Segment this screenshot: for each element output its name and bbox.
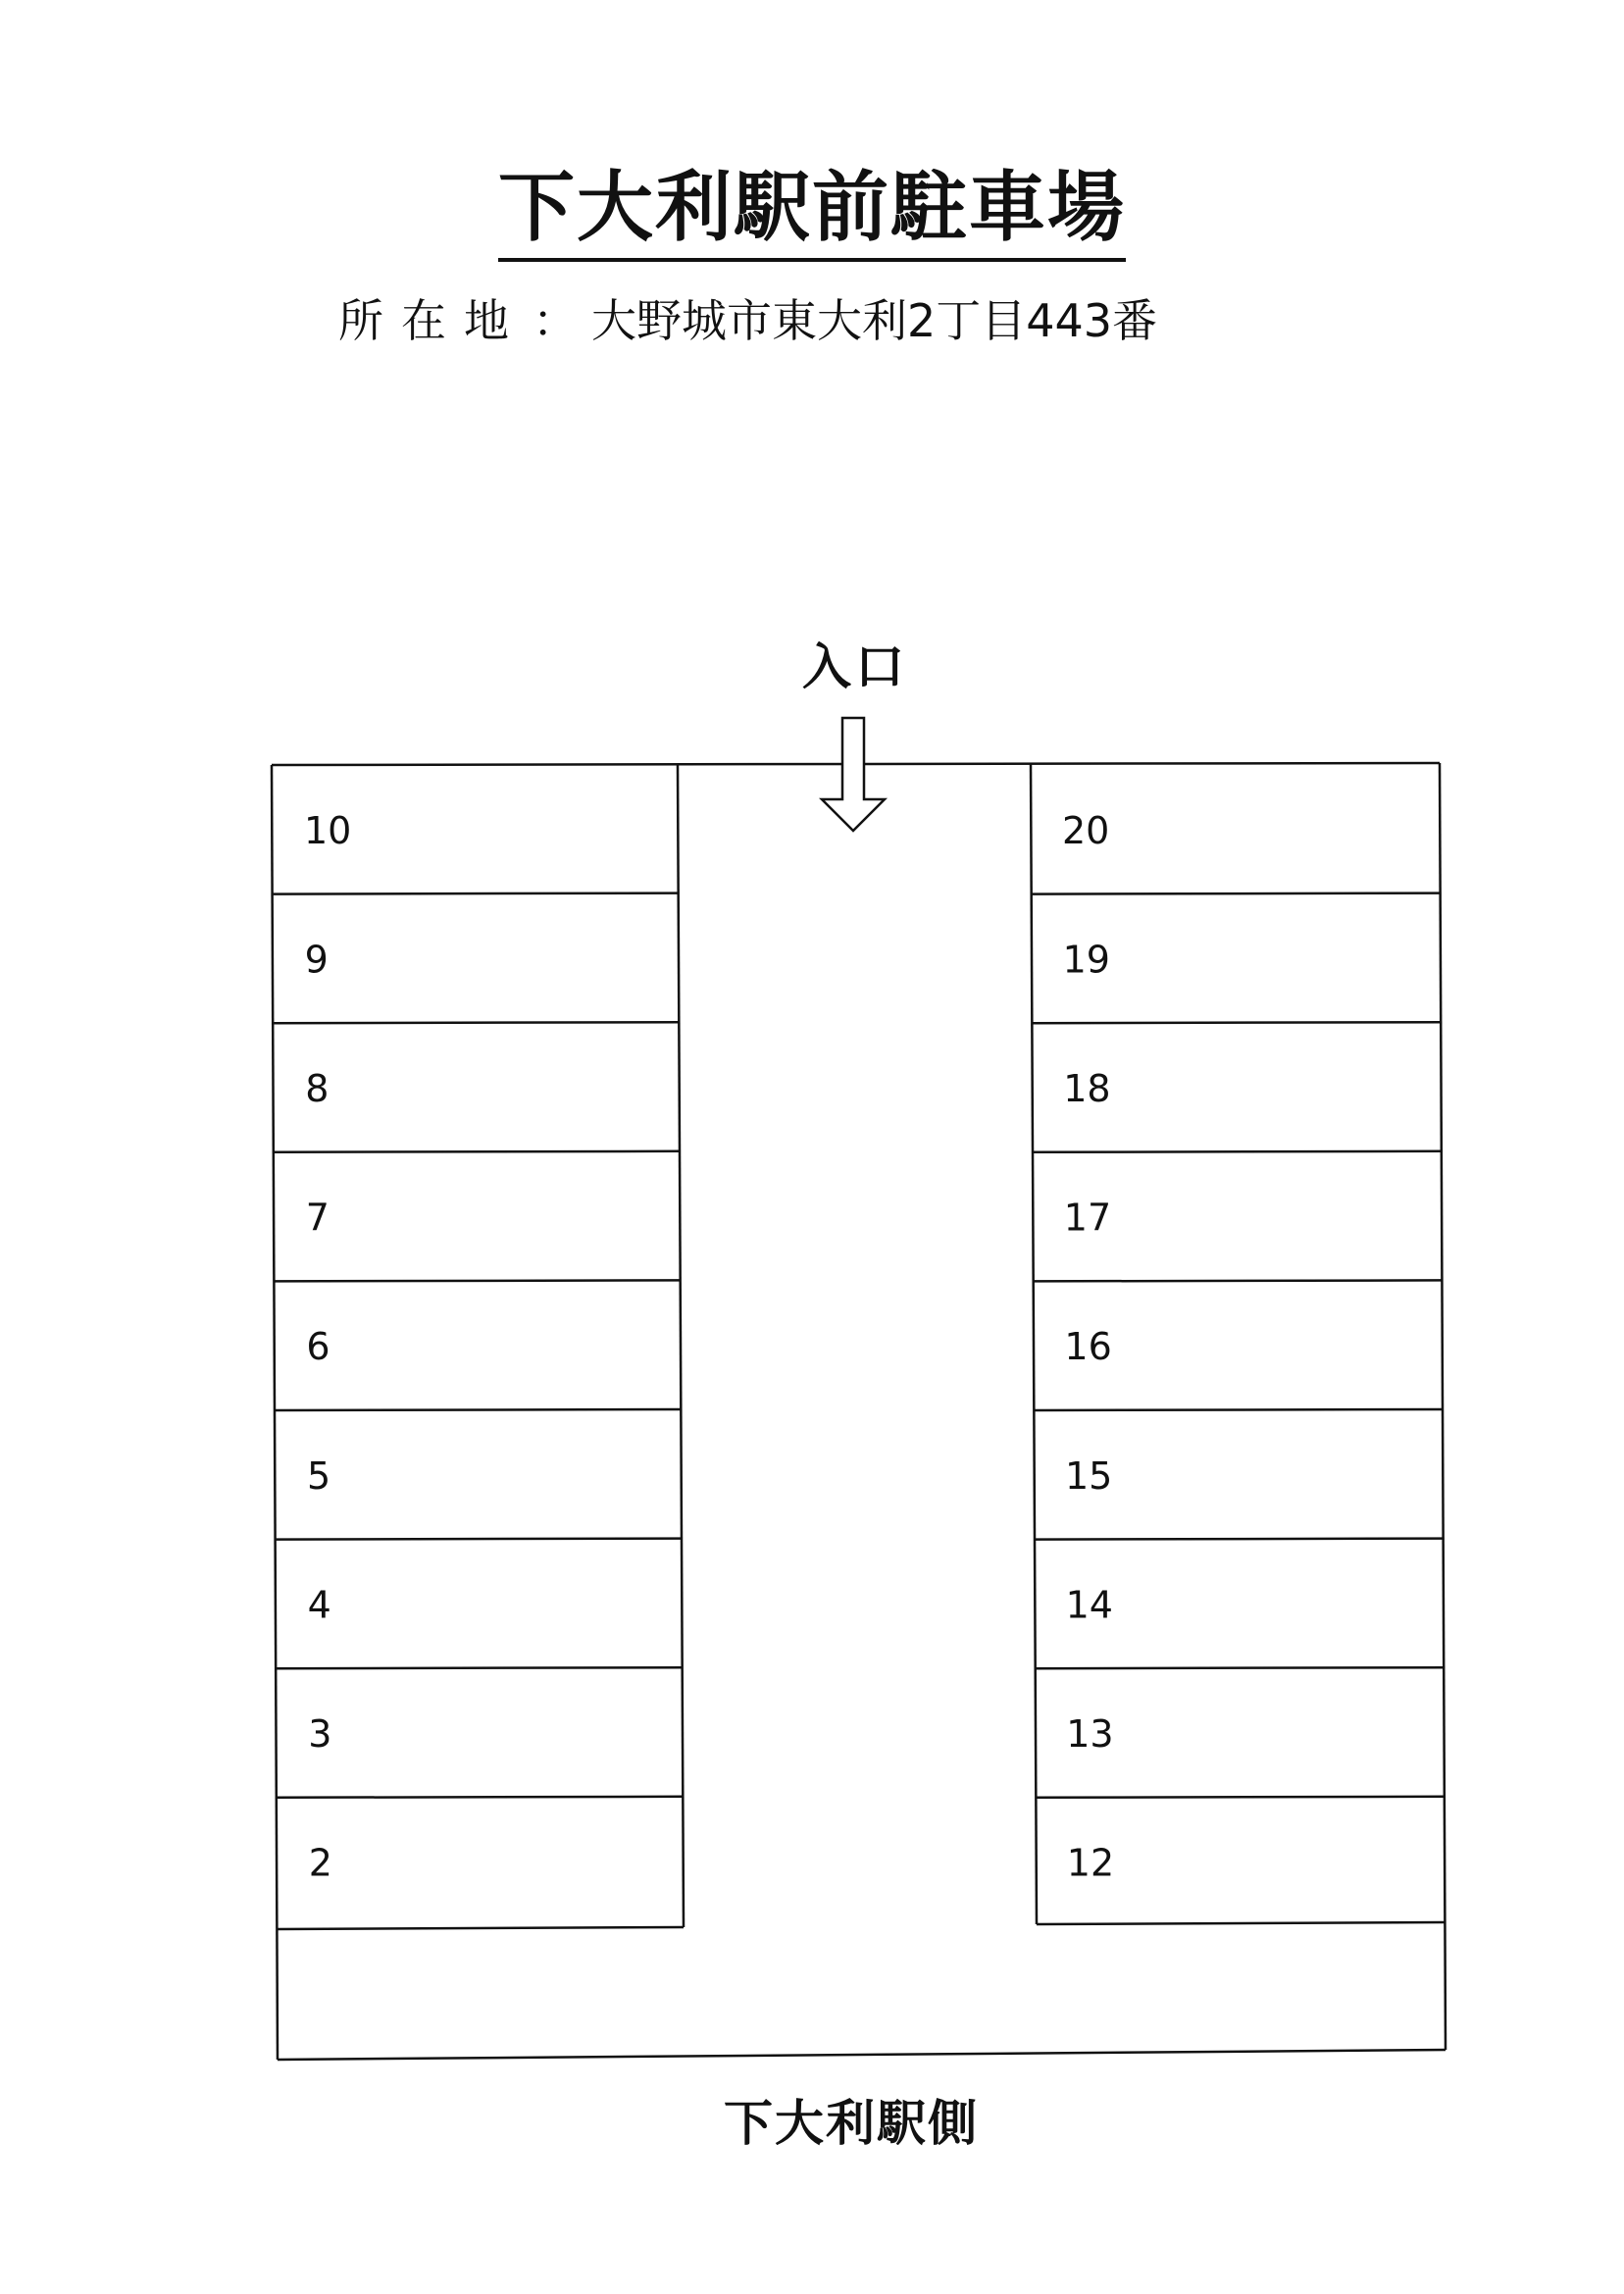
stall-number-20: 20 [1062,808,1110,852]
stall-number-6: 6 [306,1325,330,1369]
left-stall-divider [274,1022,680,1023]
stall-number-17: 17 [1063,1196,1112,1240]
left-stall-divider [275,1280,681,1281]
left-stall-divider [277,1667,683,1668]
right-stall-divider [1035,1409,1444,1410]
left-stall-divider [276,1409,682,1410]
right-stall-divider [1033,1022,1442,1023]
stall-number-15: 15 [1065,1453,1113,1498]
stall-number-3: 3 [308,1712,332,1756]
stall-number-4: 4 [307,1583,331,1627]
station-side-label: 下大利駅側 [724,2095,979,2152]
left-stall-divider [274,893,680,894]
entrance-label: 入口 [802,638,908,695]
stall-number-8: 8 [305,1067,330,1110]
right-stall-divider [1036,1539,1445,1540]
left-stall-block [278,765,684,1929]
stall-number-2: 2 [308,1841,332,1885]
stall-number-7: 7 [305,1196,330,1240]
left-stall-divider [278,1797,684,1798]
left-stall-labels [304,809,351,1885]
down-arrow-icon [822,718,885,831]
stall-number-14: 14 [1065,1583,1113,1627]
stall-number-13: 13 [1066,1712,1114,1756]
right-stall-divider [1034,1151,1443,1152]
page-title-text: 下大利駅前駐車場 [498,164,1126,262]
right-stall-divider [1033,893,1442,894]
stall-number-16: 16 [1064,1325,1112,1369]
left-stall-dividers [274,893,684,1798]
address-label: 所在地 [338,294,527,347]
stall-number-10: 10 [304,808,352,852]
lot-boundary [272,763,1446,2060]
right-stall-labels [1062,809,1114,1885]
right-stall-divider [1037,1797,1446,1798]
left-stall-divider [277,1539,683,1540]
right-stall-divider [1036,1667,1445,1668]
address-value: 大野城市東大利2丁目443番 [591,294,1158,347]
stall-number-18: 18 [1063,1067,1111,1110]
address-separator: ： [533,294,578,347]
right-stall-divider [1034,1280,1443,1281]
stall-number-9: 9 [304,938,329,982]
stall-number-19: 19 [1062,938,1110,982]
stall-number-5: 5 [307,1453,331,1498]
stall-number-12: 12 [1066,1841,1115,1885]
left-stall-divider [275,1151,681,1152]
